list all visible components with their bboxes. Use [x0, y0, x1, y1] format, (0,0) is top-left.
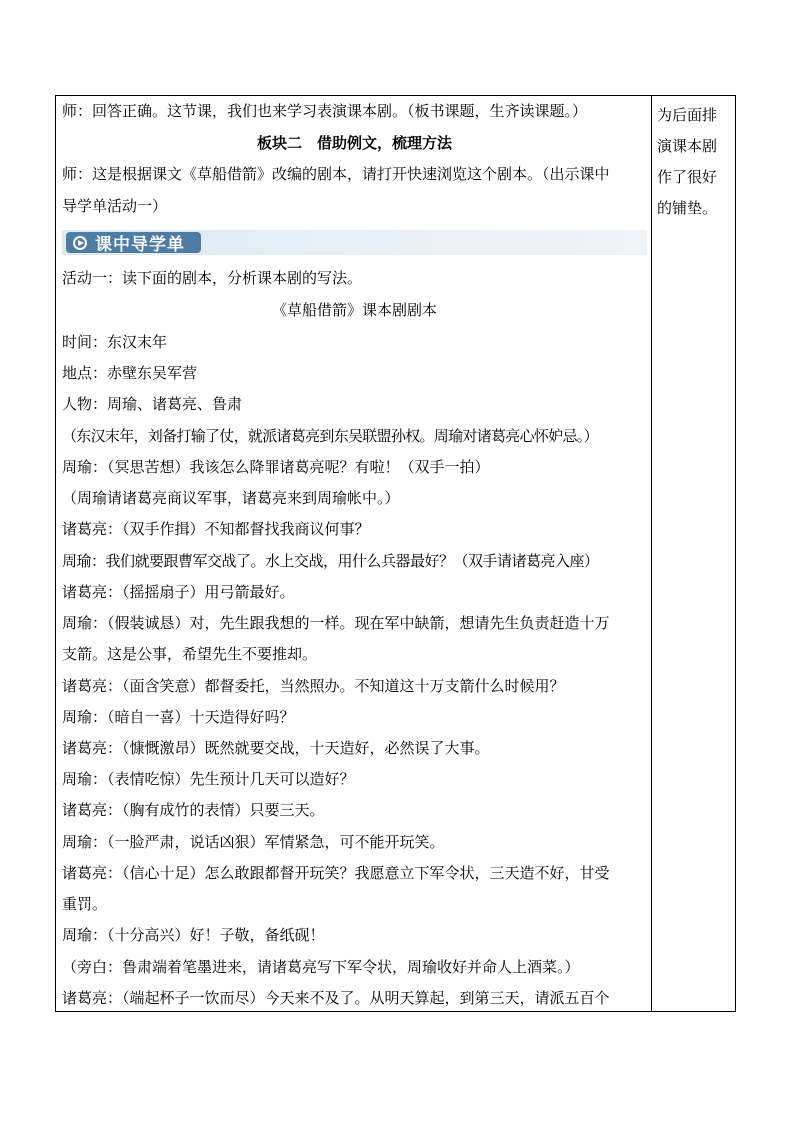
script-line: 周瑜：（暗自一喜）十天造得好吗？: [62, 708, 295, 726]
side-note-line: 的铺垫。: [657, 199, 718, 217]
side-note-line: 作了很好: [657, 168, 718, 186]
lesson-table: [55, 95, 736, 1012]
script-line: 周瑜：（一脸严肃，说话凶狠）军情紧急，可不能开玩笑。: [62, 833, 445, 851]
intro-line: 师：回答正确。这节课，我们也来学习表演课本剧。（板书课题，生齐读课题。）: [62, 102, 588, 120]
teacher-instruction-line: 导学单活动一）: [62, 197, 168, 215]
script-line: 周瑜：（十分高兴）好！子敬，备纸砚！: [62, 926, 325, 944]
script-line: 周瑜：我们就要跟曹军交战了。水上交战，用什么兵器最好？（双手请诸葛亮入座）: [62, 552, 599, 570]
side-note-line: 为后面排: [657, 106, 718, 124]
script-line: （东汉末年，刘备打输了仗，就派诸葛亮到东吴联盟孙权。周瑜对诸葛亮心怀妒忌。）: [62, 427, 598, 445]
script-line: 诸葛亮：（双手作揖）不知都督找我商议何事？: [62, 520, 370, 538]
script-title: 《草船借箭》课本剧剧本: [271, 301, 437, 319]
teacher-instruction-line: 师：这是根据课文《草船借箭》改编的剧本，请打开快速浏览这个剧本。（出示课中: [62, 165, 610, 183]
script-line: 地点：赤壁东吴军营: [62, 364, 198, 382]
script-line: 时间：东汉末年: [62, 333, 168, 351]
script-line: 诸葛亮：（摇摇扇子）用弓箭最好。: [62, 583, 295, 601]
script-line: 支箭。这是公事，希望先生不要推却。: [62, 645, 318, 663]
section-heading: 板块二 借助例文，梳理方法: [256, 134, 452, 152]
script-line: 诸葛亮：（端起杯子一饮而尽）今天来不及了。从明天算起，到第三天，请派五百个: [62, 989, 610, 1007]
guide-banner-tab: [66, 232, 201, 253]
script-line: 诸葛亮：（慷慨激昂）既然就要交战，十天造好，必然误了大事。: [62, 739, 490, 757]
guide-banner-label: 课中导学单: [95, 235, 185, 255]
script-line: 诸葛亮：（胸有成竹的表情）只要三天。: [62, 801, 325, 819]
guide-banner: [62, 230, 647, 255]
script-line: （旁白：鲁肃端着笔墨进来，请诸葛亮写下军令状，周瑜收好并命人上酒菜。）: [62, 958, 580, 976]
script-line: 诸葛亮：（面含笑意）都督委托，当然照办。不知道这十万支箭什么时候用？: [62, 677, 565, 695]
play-circle-icon: [73, 236, 87, 250]
script-line: 人物：周瑜、诸葛亮、鲁肃: [62, 395, 243, 413]
script-line: 诸葛亮：（信心十足）怎么敢跟都督开玩笑？我愿意立下军令状，三天造不好，甘受: [62, 864, 610, 882]
activity-line: 活动一：读下面的剧本，分析课本剧的写法。: [62, 269, 363, 287]
column-divider: [651, 96, 652, 1011]
script-line: 周瑜：（表情吃惊）先生预计几天可以造好？: [62, 770, 355, 788]
script-line: 周瑜：（假装诚恳）对，先生跟我想的一样。现在军中缺箭，想请先生负责赶造十万: [62, 614, 610, 632]
script-line: 重罚。: [62, 895, 108, 913]
script-line: 周瑜：（冥思苦想）我该怎么降罪诸葛亮呢？有啦！（双手一拍）: [62, 458, 490, 476]
side-note-line: 演课本剧: [657, 137, 718, 155]
script-line: （周瑜请诸葛亮商议军事，诸葛亮来到周瑜帐中。）: [62, 489, 400, 507]
